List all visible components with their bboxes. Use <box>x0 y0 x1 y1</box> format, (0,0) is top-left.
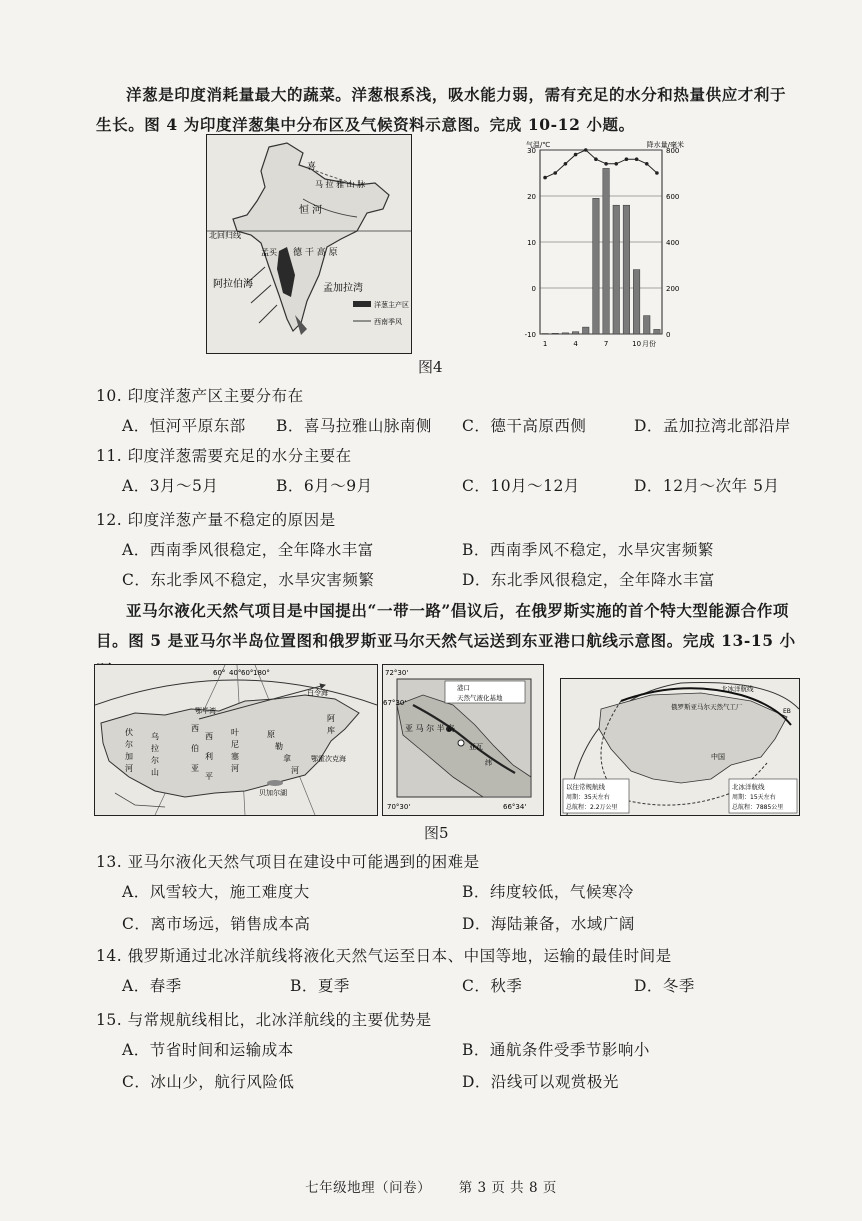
intro-2-line-1: 亚马尔液化天然气项目是中国提出“一带一路”倡议后，在俄罗斯实施的首个特大型能源合作项 <box>126 601 790 620</box>
map1-label-char: 叶 <box>231 728 239 737</box>
box2-line1: 周期：15天左右 <box>732 794 776 801</box>
map1-label-char: 加 <box>125 752 133 761</box>
map1-label-char: 利 <box>205 752 213 761</box>
yamal-peninsula-map <box>382 664 544 816</box>
intro-paragraph-1 <box>96 80 806 140</box>
chart-left-axis-label: 气温/℃ <box>526 141 551 149</box>
map1-label-char: 平 <box>205 772 213 781</box>
q13-option-c[interactable]: C．离市场远，销售成本高 <box>122 915 311 933</box>
box1-title: 以往常规航线 <box>566 783 605 791</box>
precip-bar <box>582 327 589 334</box>
yamal-lon-70: 70°30' <box>387 803 411 811</box>
precip-bar <box>552 333 559 334</box>
legend-monsoon-label: 西南季风 <box>374 318 402 326</box>
map1-label-char: 河 <box>291 766 299 775</box>
map-label-tropic: 北回归线 <box>209 231 241 240</box>
map1-label-char: 勒 <box>275 742 283 751</box>
q10-option-b[interactable]: B．喜马拉雅山脉南侧 <box>276 417 432 435</box>
legend-onion-swatch <box>353 301 371 307</box>
precip-bar <box>562 333 569 334</box>
yamal-legend-plant: 天然气液化基地 <box>457 694 503 702</box>
chart-right-tick-label: 800 <box>666 147 680 155</box>
india-map-svg <box>207 135 411 353</box>
precip-bar <box>654 329 661 334</box>
map-label-deccan: 德 干 高 原 <box>293 248 338 258</box>
footer-page-number: 第 3 页 共 8 页 <box>458 1180 557 1196</box>
chart-x-tick-label: 10 <box>632 340 642 348</box>
question-15-stem: 15. 与常规航线相比，北冰洋航线的主要优势是 <box>96 1011 432 1029</box>
map1-label-char: 塞 <box>231 752 239 761</box>
russia-map-svg <box>95 665 377 815</box>
map-label-arabian-sea: 阿拉伯海 <box>213 279 253 290</box>
map1-label-ob-bay: 鄂毕湾 <box>195 707 216 715</box>
q15-option-a[interactable]: A．节省时间和运输成本 <box>122 1041 294 1059</box>
q14-option-d[interactable]: D．冬季 <box>634 977 695 995</box>
map1-lon-60: 60° <box>213 669 226 677</box>
precip-bar <box>623 205 630 334</box>
chart-right-axis-label: 降水量/毫米 <box>646 141 684 149</box>
chart-left-tick-label: 20 <box>527 193 536 201</box>
map-label-mumbai: 孟买 <box>261 248 277 257</box>
map1-label-char: 拿 <box>283 754 291 763</box>
map1-label-char: 山 <box>151 768 159 777</box>
chart-x-tick-label: 7 <box>603 340 609 348</box>
q10-option-a[interactable]: A．恒河平原东部 <box>122 417 246 435</box>
map1-label-char: 尼 <box>231 740 239 749</box>
question-14-stem: 14. 俄罗斯通过北冰洋航线将液化天然气运至日本、中国等地，运输的最佳时间是 <box>96 947 672 965</box>
question-11-stem: 11. 印度洋葱需要充足的水分主要在 <box>96 447 352 465</box>
routes-map-svg <box>561 679 799 815</box>
precip-bar <box>603 168 610 334</box>
climate-chart <box>510 138 702 352</box>
yamal-sabetta-label: 亚瓦 <box>469 743 483 751</box>
map1-label-baikal: 贝加尔湖 <box>259 789 287 797</box>
precip-bar <box>572 332 579 334</box>
india-onion-map <box>206 134 412 354</box>
map1-label-char: 西 <box>205 732 213 741</box>
chart-left-tick-label: -10 <box>524 331 536 339</box>
map1-label-char: 尔 <box>125 740 133 749</box>
q12-option-c[interactable]: C．东北季风不稳定，水旱灾害频繁 <box>122 571 375 589</box>
q11-option-d[interactable]: D．12月～次年 5月 <box>634 477 780 495</box>
map1-lon-60b: 60° <box>241 669 254 677</box>
q12-option-b[interactable]: B．西南季风不稳定，水旱灾害频繁 <box>462 541 714 559</box>
temp-point <box>543 176 547 180</box>
chart-right-tick-label: 0 <box>666 331 671 339</box>
map1-lat-40: 40° <box>229 669 242 677</box>
q11-option-b[interactable]: B．6月～9月 <box>276 477 373 495</box>
box1-line1: 周期：35天左右 <box>566 794 610 801</box>
chart-x-tick-label: 1 <box>542 340 548 348</box>
map-label-himalaya: 马 拉 雅 山 脉 <box>315 180 366 189</box>
q12-option-d[interactable]: D．东北季风很稳定，全年降水丰富 <box>462 571 715 589</box>
page-footer <box>0 1176 862 1196</box>
map1-label-char: 亚 <box>191 764 199 773</box>
figure-4-caption: 图4 <box>418 358 443 376</box>
box2-line2: 总航程：7885公里 <box>732 804 784 811</box>
shipping-routes-map <box>560 678 800 816</box>
lake-baikal-shape <box>267 780 283 786</box>
precip-bar <box>643 316 650 334</box>
map1-label-char: 阿 <box>327 714 335 723</box>
chart-x-axis-label: 月份 <box>642 340 656 348</box>
map-label-bay-of-bengal: 孟加拉湾 <box>323 283 363 294</box>
yamal-peninsula-label: 亚 马 尔 半 岛 <box>405 724 456 733</box>
chart-right-tick-label: 200 <box>666 285 680 293</box>
intro-1-line-2: 生长。图 4 为印度洋葱集中分布区及气候资料示意图。完成 10-12 小题。 <box>96 115 635 134</box>
chart-left-tick-label: 0 <box>531 285 536 293</box>
map1-label-char: 尔 <box>151 756 159 765</box>
figure-5-caption: 图5 <box>424 824 449 842</box>
q15-option-b[interactable]: B．通航条件受季节影响小 <box>462 1041 650 1059</box>
precip-bar <box>633 270 640 334</box>
map1-label-bering: 白令海 <box>307 689 328 697</box>
map1-label-char: 原 <box>267 730 275 739</box>
route-corner-label: EB <box>783 708 791 715</box>
question-13-stem: 13. 亚马尔液化天然气项目在建设中可能遇到的困难是 <box>96 853 480 871</box>
question-10-stem: 10. 印度洋葱产区主要分布在 <box>96 387 304 405</box>
box1-line2: 总航程：2.2万公里 <box>566 804 618 811</box>
box2-title: 北冰洋航线 <box>732 783 765 791</box>
chart-right-tick-label: 400 <box>666 239 680 247</box>
map1-lon-180: 180° <box>253 669 270 677</box>
q14-option-b[interactable]: B．夏季 <box>290 977 350 995</box>
precip-bar <box>593 198 600 334</box>
map1-label-char: 乌 <box>151 732 159 741</box>
q15-option-d[interactable]: D．沿线可以观赏极光 <box>462 1073 619 1091</box>
yamal-lat-67: 67°30' <box>383 699 407 707</box>
yamal-map-svg <box>383 665 543 815</box>
q13-option-d[interactable]: D．海陆兼备，水域广阔 <box>462 915 635 933</box>
map1-label-char: 拉 <box>151 744 159 753</box>
route-label-north: 北冰洋航线 <box>721 685 754 693</box>
q15-option-c[interactable]: C．冰山少，航行风险低 <box>122 1073 295 1091</box>
precip-bar <box>613 205 620 334</box>
map-label-ganges: 恒 河 <box>299 205 323 216</box>
q13-option-b[interactable]: B．纬度较低，气候寒冷 <box>462 883 634 901</box>
chart-x-tick-label: 4 <box>573 340 578 348</box>
legend-onion-label: 洋葱主产区 <box>374 301 409 309</box>
q10-option-d[interactable]: D．孟加拉湾北部沿岸 <box>634 417 791 435</box>
route-label-china: 中国 <box>711 753 725 761</box>
map1-label-char: 伏 <box>125 728 133 737</box>
q11-option-a[interactable]: A．3月～5月 <box>122 477 219 495</box>
chart-left-tick-label: 10 <box>527 239 536 247</box>
footer-subject: 七年级地理（问卷） <box>305 1180 432 1196</box>
q11-option-c[interactable]: C．10月～12月 <box>462 477 580 495</box>
map-label-xi: 喜 <box>307 162 317 172</box>
yamal-legend-port: 港口 <box>457 684 470 692</box>
intro-1-line-1: 洋葱是印度消耗量最大的蔬菜。洋葱根系浅，吸水能力弱，需有充足的水分和热量供应才利于 <box>126 85 787 104</box>
intro-2-line-2: 目。图 5 是亚马尔半岛位置图和俄罗斯亚马尔天然气运送到东亚港口航线示意图。完成 13-15 小 <box>96 631 796 650</box>
map1-label-okhotsk: 鄂霍次克海 <box>311 755 346 763</box>
map1-label-char: 河 <box>125 764 133 773</box>
plant-marker <box>458 740 464 746</box>
map1-label-char: 西 <box>191 724 199 733</box>
chart-right-tick-label: 600 <box>666 193 680 201</box>
map1-label-char: 河 <box>231 764 239 773</box>
chart-left-tick-label: 30 <box>527 147 536 155</box>
q14-option-c[interactable]: C．秋季 <box>462 977 523 995</box>
yamal-lat-72: 72°30' <box>385 669 409 677</box>
question-12-stem: 12. 印度洋葱产量不稳定的原因是 <box>96 511 336 529</box>
yamal-lon-66: 66°34' <box>503 803 527 811</box>
yamal-river-label: 纬 <box>485 759 492 767</box>
route-label-plant: 俄罗斯亚马尔天然气工厂 <box>671 703 743 711</box>
map1-label-char: 伯 <box>191 744 199 753</box>
map1-label-char: 库 <box>327 726 335 735</box>
q13-option-a[interactable]: A．风雪较大，施工难度大 <box>122 883 310 901</box>
russia-location-map <box>94 664 378 816</box>
temp-line <box>545 150 657 178</box>
q12-option-a[interactable]: A．西南季风很稳定，全年降水丰富 <box>122 541 374 559</box>
q14-option-a[interactable]: A．春季 <box>122 977 182 995</box>
q10-option-c[interactable]: C．德干高原西侧 <box>462 417 587 435</box>
